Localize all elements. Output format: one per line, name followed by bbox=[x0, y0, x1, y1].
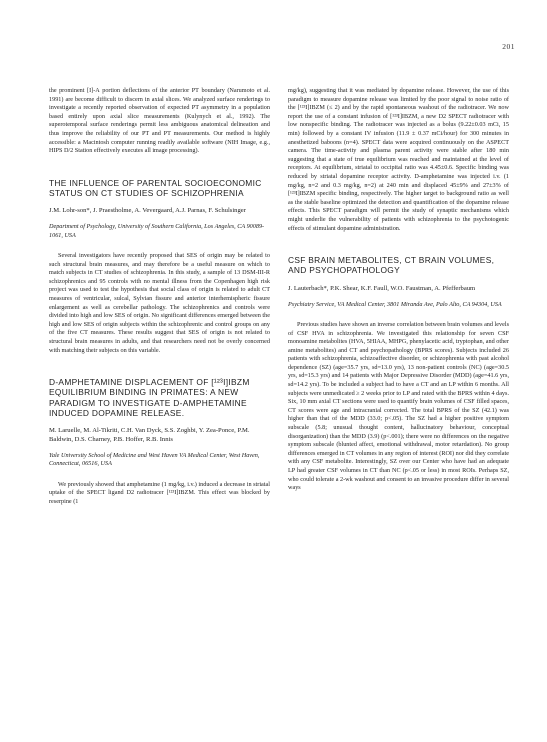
continuation-text-right: mg/kg), suggesting that it was mediated by dopamine release. However, the use of this paradigm to measure dopamine release was limited by the poor signal to noise ratio of the [¹²³I]IBZM (≤ 2) and by the rapid spontaneous washout of the radiotracer. We now report the use of a constant infusion of [¹²³I]IBZM, a new D2 SPECT radiotracer with low nonspecific binding. The radiotracer was injected as a bolus (9.22±0.03 mCi, 15 min) followed by a constant IV infusion (11.9 ± 0.37 mCi/hour) for 300 minutes in anesthetized baboons (n=4). SPECT data were acquired continuously on the ASPECT camera. The time-activity and plasma parent activity were stable after 180 min suggesting that a state of true equilibrium was reached and maintained at the level of receptors. At equilibrium, striatal to occipital ratio was 4.45±0.6. Specific binding was reduced by striatal dopamine receptor activity. D-amphetamine was injected i.v. (1 mg/kg, n=2 and 0.3 mg/kg, n=2) at 240 min and displaced 45±9% and 27±3% of [¹²³I]IBZM specific binding, respectively. The higher target to background ratio as well as the stable baseline optimized the detection and quantification of the dopamine release effects. This SPECT paradigm will permit the study of synaptic mechanisms which might underlie the vulnerability of patients with schizophrenia to the psychotogenic effects of stimulant dopamine administration. bbox=[288, 87, 509, 232]
article-affiliation-parental-ses: Department of Psychology, University of Southern California, Los Angeles, CA 90089-1061, USA bbox=[49, 223, 265, 239]
continuation-text-left: the prominent [I]-A portion deflections of the anterior PT boundary (Narumoto et al. 1991) are become difficult to discern in axial slices. We analyzed surface renderings to investigate a recently reported observation of expected PT asymmetry in a population based entirely upon axial slice measurements (Kulynych et al., 1992). The superotemporal surface renderings permit less ambiguous anatomical delineation and thus improve the reliability of our PT and PT measurements. Our method is highly accessible: a Macintosh computer running readily available software (NIH Image, e.g., HIPS D/2 Station effectively executes all image processing). bbox=[49, 87, 270, 155]
article-body-parental-ses: Several investigators have recently proposed that SES of origin may be related to such structural brain measures, and may therefore be a useful measure on which to match subjects in CT studies of schizophrenia. In this study, a sample of 13 DSM-III-R schizophrenics and 95 controls with no mental illness from the Copenhagen high risk project was used to test the hypothesis that social class of origin is related to adult CT measures of ventricular, sulcal, Sylvian fissure and anterior interhemispheric fissure enlargement as well as cerebellar pathology. The schizophrenics and controls were divided into high and low SES of origin. No significant differences emerged between the high and low SES of origin subjects within the schizophrenic and control groups on any of the five CT measures. These results suggest that SES of origin is not related to structural brain measures in adults, and that researchers need not be overly concerned with matching their subjects on this variable. bbox=[49, 251, 270, 354]
article-authors-amphetamine: M. Laruelle, M. Al-Tikriti, C.H. Van Dyck, S.S. Zoghbi, Y. Zea-Ponce, P.M. Baldwin, D.S. Charney, P.B. Hoffer, R.B. Innis bbox=[49, 426, 250, 443]
right-column bbox=[288, 87, 509, 493]
article-affiliation-amphetamine: Yale University School of Medicine and West Haven VA Medical Center, West Haven, Connecticut, 06516, USA bbox=[49, 451, 260, 468]
article-authors-parental-ses: J.M. Lohr-son*, J. Praestholme, A. Vevergaard, A.J. Parnas, F. Schulsinger bbox=[49, 207, 246, 215]
article-title-amphetamine: D-AMPHETAMINE DISPLACEMENT OF [¹²³I]IBZM EQUILIBRIUM BINDING IN PRIMATES: A NEW PARADIGM TO INVESTIGATE D-AMPHETAMINE INDUCED DOPAMINE RELEASE. bbox=[49, 377, 250, 418]
article-body-csf-metabolites: Previous studies have shown an inverse correlation between brain volumes and levels of CSF HVA in schizophrenia. We investigated this relationship for seven CSF monoamine metabolites (HVA, 5HIAA, MHPG, phenylacetic acid, tryptophan, and other amine metabolites) and CT and psychopathology (BPRS scores). Subjects included 26 patients with schizophrenia, schizoaffective disorder, or schizophrenia with past alcohol dependence (SZ) (age=35.7 yrs, sd=13.0 yrs), 13 non-patient controls (NC) (age=30.5 yrs, sd=15.3 yrs) and 14 patients with Major Depressive Disorder (MDD) (age=41.6 yrs, sd=14.2 yrs). To be included a subject had to have a CT and an LP within 6 months. All subjects were unmedicated ≥ 2 weeks prior to LP and rated with the BPRS within 4 days. Six, 10 mm axial CT sections were used to quantify brain volumes of CSF filled spaces, CT scores were age and intracranial corrected. The total BPRS of the SZ (42.1) was higher than that of the MDD (33.0; p<.05). The SZ had a higher positive symptom subscale (5.8; unusual thought content, hallucinatory behaviour, conceptual disorganization) than the MDD (3.9) (p<.001); there were no differences on the negative symptom subscale (blunted affect, emotional withdrawal, motor retardation). No group differences emerged in CT volumes in any region of interest (ROI) nor did they correlate with any CSF metabolite. Interestingly, SZ over our Center who have had an adequate LP had greater CSF volumes in CT than NC (p<.05 or less) in most ROIs. Perhaps SZ, who could tolerate a 2-wk washout and consent to an invasive procedure differ in several ways bbox=[288, 320, 509, 492]
article-title-csf-metabolites: CSF BRAIN METABOLITES, CT BRAIN VOLUMES, AND PSYCHOPATHOLOGY bbox=[288, 255, 495, 276]
article-affiliation-csf-metabolites: Psychiatry Service, VA Medical Center, 3801 Miranda Ave, Palo Alto, CA 94304, USA bbox=[288, 300, 502, 308]
article-title-parental-ses: THE INFLUENCE OF PARENTAL SOCIOECONOMIC STATUS ON CT STUDIES OF SCHIZOPHRENIA bbox=[49, 177, 262, 198]
article-body-amphetamine: We previously showed that amphetamine (1 mg/kg, i.v.) induced a decrease in striatal uptake of the SPECT ligand D2 radiotracer [¹²³I]IBZM. This effect was blocked by reserpine (1 bbox=[49, 480, 270, 505]
left-column bbox=[49, 87, 270, 507]
article-authors-csf-metabolites: J. Lauterbach*, P.K. Shear, K.F. Faull, W.O. Faustman, A. Pfefferbaum bbox=[288, 284, 476, 292]
page-number: 201 bbox=[502, 42, 515, 51]
